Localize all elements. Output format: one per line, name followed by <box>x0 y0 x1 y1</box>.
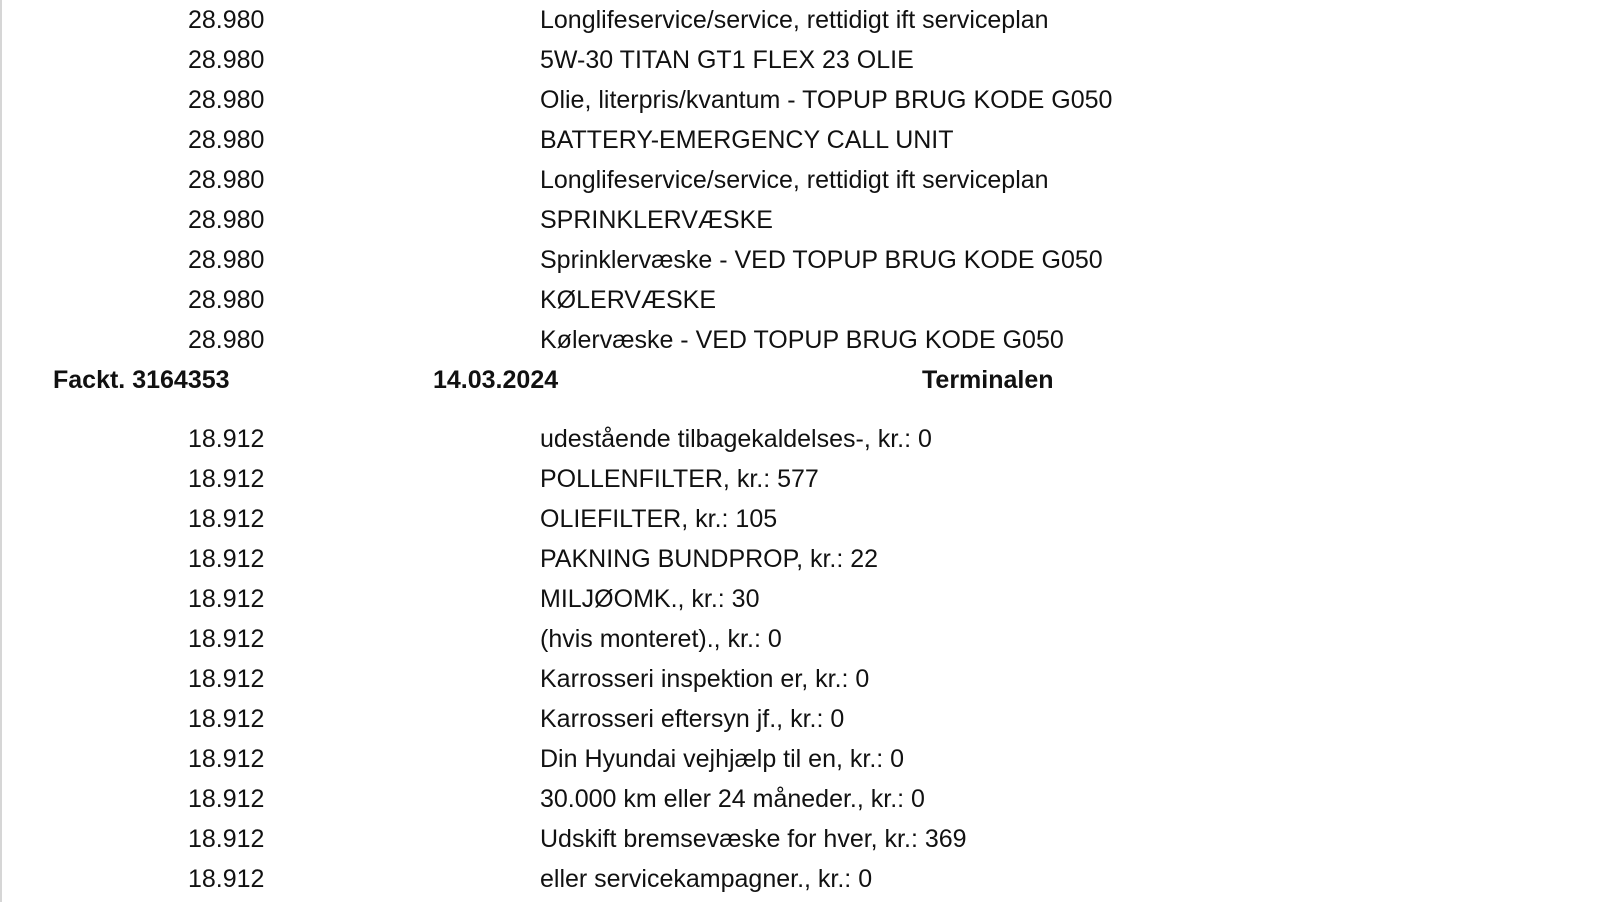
line-item-km: 18.912 <box>188 865 265 893</box>
line-item <box>0 0 1600 40</box>
line-item-description: Karrosseri eftersyn jf., kr.: 0 <box>540 705 845 733</box>
line-item <box>0 320 1600 360</box>
line-item-description: Longlifeservice/service, rettidigt ift serviceplan <box>540 6 1049 34</box>
invoice-number: Fackt. 3164353 <box>53 366 230 394</box>
line-item <box>0 499 1600 539</box>
invoice-header <box>0 360 1600 400</box>
line-item-km: 18.912 <box>188 425 265 453</box>
line-item-description: (hvis monteret)., kr.: 0 <box>540 625 782 653</box>
line-item-km: 28.980 <box>188 326 265 354</box>
line-item <box>0 619 1600 659</box>
line-item-km: 28.980 <box>188 86 265 114</box>
line-item <box>0 739 1600 779</box>
line-item <box>0 859 1600 899</box>
line-item-km: 18.912 <box>188 545 265 573</box>
invoice-workshop: Terminalen <box>922 366 1054 394</box>
line-item-km: 18.912 <box>188 585 265 613</box>
line-item-description: SPRINKLERVÆSKE <box>540 206 773 234</box>
line-item <box>0 40 1600 80</box>
line-item-km: 18.912 <box>188 825 265 853</box>
line-item <box>0 459 1600 499</box>
line-item-description: Sprinklervæske - VED TOPUP BRUG KODE G050 <box>540 246 1103 274</box>
line-item-description: udestående tilbagekaldelses-, kr.: 0 <box>540 425 932 453</box>
line-item-km: 28.980 <box>188 166 265 194</box>
line-item-km: 28.980 <box>188 126 265 154</box>
line-item-description: Kølervæske - VED TOPUP BRUG KODE G050 <box>540 326 1064 354</box>
line-item <box>0 539 1600 579</box>
line-item-description: Olie, literpris/kvantum - TOPUP BRUG KODE G050 <box>540 86 1113 114</box>
line-item-km: 18.912 <box>188 625 265 653</box>
line-item <box>0 120 1600 160</box>
line-item <box>0 779 1600 819</box>
line-item <box>0 819 1600 859</box>
line-item-description: BATTERY-EMERGENCY CALL UNIT <box>540 126 954 154</box>
line-item-description: 5W-30 TITAN GT1 FLEX 23 OLIE <box>540 46 914 74</box>
line-item-description: KØLERVÆSKE <box>540 286 717 314</box>
line-item <box>0 200 1600 240</box>
line-item <box>0 579 1600 619</box>
line-item-description: POLLENFILTER, kr.: 577 <box>540 465 819 493</box>
line-item-description: PAKNING BUNDPROP, kr.: 22 <box>540 545 879 573</box>
line-item-km: 28.980 <box>188 46 265 74</box>
line-item-description: Karrosseri inspektion er, kr.: 0 <box>540 665 870 693</box>
line-item-km: 18.912 <box>188 505 265 533</box>
line-item <box>0 659 1600 699</box>
line-item-description: eller servicekampagner., kr.: 0 <box>540 865 873 893</box>
line-item-km: 18.912 <box>188 745 265 773</box>
line-item <box>0 240 1600 280</box>
line-item-description: Din Hyundai vejhjælp til en, kr.: 0 <box>540 745 905 773</box>
line-item-km: 28.980 <box>188 6 265 34</box>
line-item <box>0 419 1600 459</box>
line-item-km: 28.980 <box>188 206 265 234</box>
invoice-date: 14.03.2024 <box>433 366 559 394</box>
line-item-description: OLIEFILTER, kr.: 105 <box>540 505 778 533</box>
line-item-km: 28.980 <box>188 286 265 314</box>
line-item-km: 18.912 <box>188 785 265 813</box>
line-item-description: MILJØOMK., kr.: 30 <box>540 585 760 613</box>
line-item-km: 28.980 <box>188 246 265 274</box>
line-item-km: 18.912 <box>188 665 265 693</box>
line-item-description: Longlifeservice/service, rettidigt ift serviceplan <box>540 166 1049 194</box>
line-item <box>0 80 1600 120</box>
line-item-km: 18.912 <box>188 465 265 493</box>
line-item <box>0 280 1600 320</box>
line-item <box>0 160 1600 200</box>
line-item-km: 18.912 <box>188 705 265 733</box>
line-item <box>0 699 1600 739</box>
line-item-description: 30.000 km eller 24 måneder., kr.: 0 <box>540 785 925 813</box>
line-item-description: Udskift bremsevæske for hver, kr.: 369 <box>540 825 967 853</box>
